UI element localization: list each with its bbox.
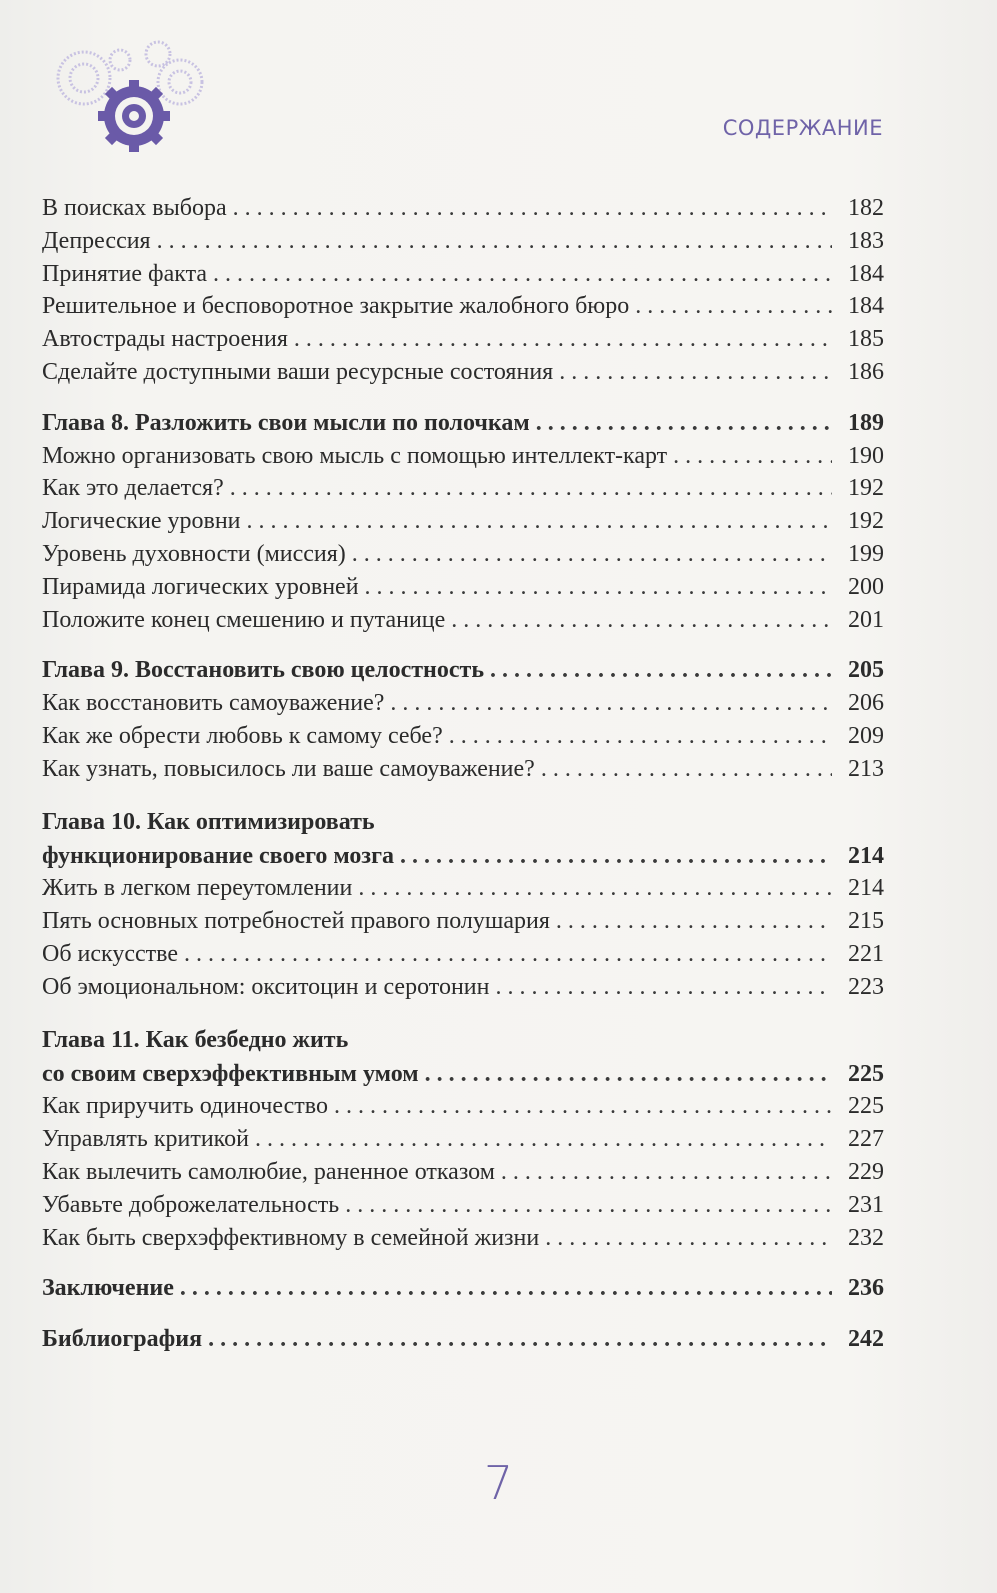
- toc-entry: Жить в легком переутомлении . . . 214: [42, 872, 884, 905]
- table-of-contents: [42, 192, 884, 1356]
- toc-conclusion: Заключение . . . 236: [42, 1272, 884, 1305]
- toc-chapter-10: функционирование своего мозга . . . 214: [42, 840, 884, 873]
- toc-entry: Об искусстве . . . 221: [42, 938, 884, 971]
- toc-entry: Как это делается? . . . 192: [42, 472, 884, 505]
- toc-entry: Решительное и бесповоротное закрытие жалобного бюро . . . 184: [42, 290, 884, 323]
- toc-chapter-11-line1: Глава 11. Как безбедно жить: [42, 1026, 349, 1053]
- toc-entry: Как узнать, повысилось ли ваше самоуважение? . . . 213: [42, 753, 884, 786]
- toc-entry: Депрессия . . . 183: [42, 225, 884, 258]
- toc-entry: Сделайте доступными ваши ресурсные состояния . . . 186: [42, 356, 884, 389]
- toc-entry: Можно организовать свою мысль с помощью интеллект-карт . . . 190: [42, 440, 884, 473]
- toc-entry: Как восстановить самоуважение? . . . 206: [42, 687, 884, 720]
- toc-entry: Принятие факта . . . 184: [42, 258, 884, 291]
- toc-entry: Убавьте доброжелательность . . . 231: [42, 1189, 884, 1222]
- toc-chapter-10-line1: Глава 10. Как оптимизировать: [42, 808, 375, 835]
- gears-icon: [48, 38, 208, 158]
- toc-entry: Уровень духовности (миссия) . . . 199: [42, 538, 884, 571]
- toc-entry: Пирамида логических уровней . . . 200: [42, 571, 884, 604]
- toc-chapter-11: со своим сверхэффективным умом . . . 225: [42, 1058, 884, 1091]
- toc-entry: Об эмоциональном: окситоцин и серотонин . . . 223: [42, 971, 884, 1004]
- toc-entry: В поисках выбора . . . 182: [42, 192, 884, 225]
- toc-bibliography: Библиография . . . 242: [42, 1323, 884, 1356]
- page-number: 7: [483, 1456, 514, 1510]
- toc-entry: Как приручить одиночество . . . 225: [42, 1090, 884, 1123]
- toc-chapter-9: Глава 9. Восстановить свою целостность . . . 205: [42, 654, 884, 687]
- toc-entry: Как быть сверхэффективному в семейной жизни . . . 232: [42, 1222, 884, 1255]
- toc-entry: Как вылечить самолюбие, раненное отказом . . . 229: [42, 1156, 884, 1189]
- toc-chapter-8: Глава 8. Разложить свои мысли по полочкам . . . 189: [42, 407, 884, 440]
- toc-entry: Управлять критикой . . . 227: [42, 1123, 884, 1156]
- running-head: СОДЕРЖАНИЕ: [722, 116, 883, 140]
- toc-entry: Положите конец смешению и путанице . . . 201: [42, 604, 884, 637]
- toc-entry: Как же обрести любовь к самому себе? . . . 209: [42, 720, 884, 753]
- toc-entry: Пять основных потребностей правого полушария . . . 215: [42, 905, 884, 938]
- toc-entry: Автострады настроения . . . 185: [42, 323, 884, 356]
- toc-entry: Логические уровни . . . 192: [42, 505, 884, 538]
